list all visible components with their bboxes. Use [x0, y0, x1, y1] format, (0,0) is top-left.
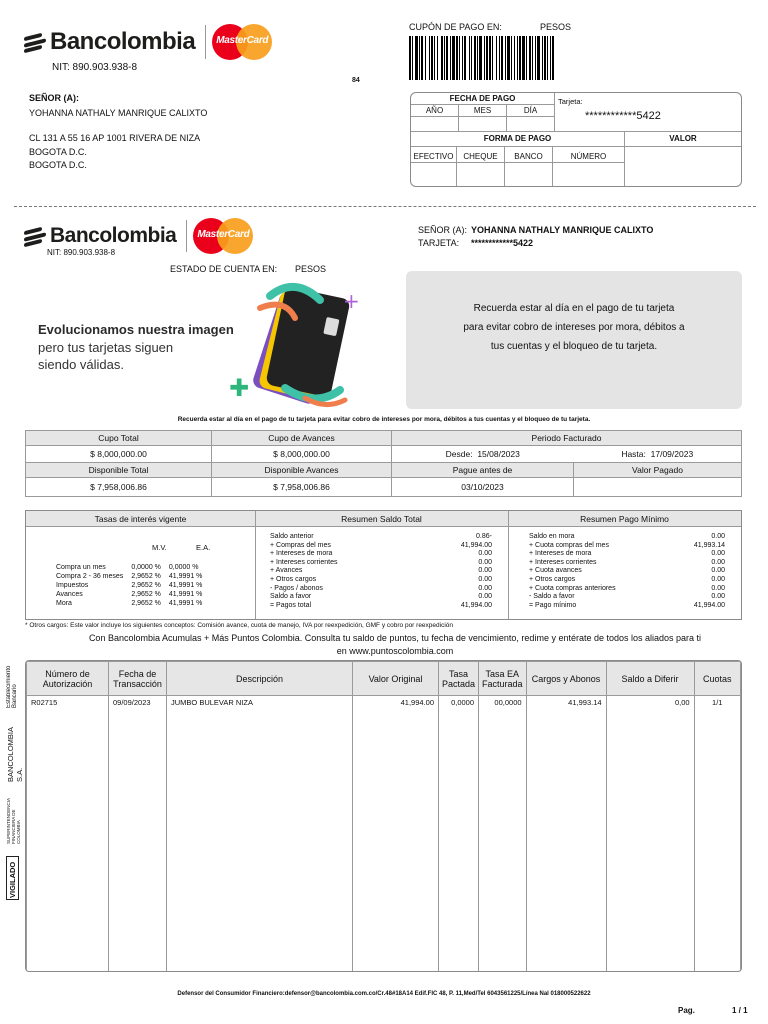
- pago-minimo-label: + Cuota compras del mes: [529, 541, 609, 549]
- banco-label: BANCO: [505, 147, 553, 186]
- disponible-label: Disponible Total: [26, 463, 212, 478]
- transactions-panel: [25, 660, 742, 972]
- tx-header: Cargos y Abonos: [526, 662, 606, 696]
- notice-line-2: para evitar cobro de intereses por mora, débitos a: [463, 322, 685, 333]
- saldo-total-row: [270, 542, 492, 551]
- saldo-total-value: 0.00: [478, 584, 492, 592]
- cupo-total-value: $ 8,000,000.00: [26, 446, 212, 463]
- pago-minimo-label: + Cuota compras anteriores: [529, 584, 616, 592]
- tx-cell: 41,994.00: [353, 696, 439, 710]
- saldo-total-label: + Compras del mes: [270, 541, 331, 549]
- notice-line-3: tus cuentas y el bloqueo de tu tarjeta.: [490, 341, 658, 352]
- saldo-total-value: 0.00: [478, 593, 492, 601]
- side-superfinanciera: SUPERINTENDENCIA FINANCIERA DE COLOMBIA: [6, 798, 21, 844]
- saldo-total-value: 41,994.00: [460, 601, 492, 609]
- tarjeta-label: Tarjeta:: [558, 97, 583, 106]
- valor-pagado-value: [574, 478, 742, 497]
- rate-label: Avances: [56, 591, 83, 598]
- pago-minimo-value: 0.00: [711, 584, 725, 592]
- rate-mv: 0,0000 %: [131, 564, 161, 571]
- rate-ea: 41,9991 %: [168, 600, 203, 607]
- tx-cell: 41,993.14: [526, 696, 606, 710]
- pago-minimo-value: 0.00: [711, 550, 725, 558]
- puntos-line-1: Con Bancolombia Acumulas + Más Puntos Colombia. Consulta tu saldo de puntos, tu fecha de vencimiento, redime y entérate de todos los aliados para ti: [88, 633, 702, 643]
- svg-text:+: +: [343, 289, 360, 313]
- tx-cell: 0,00: [606, 696, 694, 710]
- side-vigilado: VIGILADO: [6, 856, 19, 900]
- tx-row: [27, 696, 741, 710]
- pago-minimo-label: - Saldo a favor: [529, 593, 575, 601]
- col-ea: E.A.: [196, 543, 211, 552]
- cut-line: [14, 206, 756, 207]
- desde-value: 15/08/2023: [477, 449, 520, 459]
- saldo-total-label: + Intereses corrientes: [270, 558, 338, 566]
- tx-filler-row: [27, 710, 741, 972]
- saldo-total-row: [270, 585, 492, 594]
- saldo-total-row: [270, 559, 492, 568]
- rate-ea: 0,0000 %: [168, 564, 199, 571]
- desde-label: Desde:: [445, 449, 473, 459]
- fecha-pago-header: FECHA DE PAGO: [411, 93, 555, 105]
- pago-minimo-value: 41,994.00: [693, 601, 725, 609]
- pago-minimo-value: 0.00: [711, 558, 725, 566]
- pago-minimo-row: [529, 576, 725, 585]
- tx-header: Cuotas: [694, 662, 740, 696]
- tx-header: Descripción: [167, 662, 353, 696]
- notice-small: Recuerda estar al día en el pago de tu tarjeta para evitar cobro de intereses por mora, débitos a tus cuentas y el bloqueo de tu tarjeta.: [177, 416, 591, 423]
- saldo-total-value: 0.86-: [476, 533, 492, 540]
- saldo-total-label: + Avances: [270, 567, 303, 575]
- disp-avances-value: $ 7,958,006.86: [212, 478, 392, 497]
- tx-cell: 0,0000: [439, 696, 479, 710]
- saldo-total-row: [270, 576, 492, 585]
- tx-header: Fecha de Transacción: [109, 662, 167, 696]
- saldo-total-row: [270, 567, 492, 576]
- rate-row: [52, 599, 206, 608]
- rate-mv: 2,9652 %: [131, 573, 161, 580]
- brand-name: Bancolombia: [50, 28, 196, 55]
- transactions-table: [26, 661, 741, 971]
- bancolombia-logo-icon: [24, 33, 46, 51]
- saldo-total-label: Saldo anterior: [270, 533, 314, 540]
- customer-name: YOHANNA NATHALY MANRIQUE CALIXTO: [29, 108, 208, 118]
- rate-row: [52, 581, 206, 590]
- summary-table: [25, 430, 742, 497]
- pago-minimo-row: [529, 559, 725, 568]
- puntos-link[interactable]: en www.puntoscolombia.com: [336, 646, 454, 656]
- anio-input[interactable]: [411, 117, 459, 131]
- address-line-1: CL 131 A 55 16 AP 1001 RIVERA DE NIZA: [29, 133, 201, 143]
- valor-header: VALOR: [625, 131, 741, 147]
- hasta-label: Hasta:: [621, 449, 646, 459]
- saldo-total-title: Resumen Saldo Total: [341, 514, 422, 524]
- statement-card-number: ************5422: [471, 238, 534, 248]
- saldo-total-row: [270, 550, 492, 559]
- rate-mv: 2,9652 %: [131, 591, 161, 598]
- statement-card-label: TARJETA:: [418, 238, 460, 248]
- tx-header: Saldo a Diferir: [606, 662, 694, 696]
- saldo-total-label: Saldo a favor: [270, 593, 312, 601]
- pago-minimo-row: [529, 593, 725, 602]
- pago-minimo-label: + Otros cargos: [529, 575, 576, 583]
- tx-header: Valor Original: [353, 662, 439, 696]
- nit: NIT: 890.903.938-8: [52, 62, 138, 73]
- saldo-total-row: [270, 593, 492, 602]
- saldo-total-value: 41,994.00: [460, 541, 492, 549]
- account-label: ESTADO DE CUENTA EN:: [170, 264, 278, 274]
- tx-header: Número de Autorización: [27, 662, 109, 696]
- tx-cell: JUMBO BULEVAR NIZA: [167, 696, 353, 710]
- saldo-total-label: - Pagos / abonos: [270, 584, 323, 592]
- rate-label: Compra 2 - 36 meses: [56, 573, 124, 580]
- rates-table: [52, 563, 206, 608]
- page-marker: 84: [352, 77, 360, 84]
- pago-minimo-label: + Cuota avances: [529, 567, 582, 575]
- coupon-currency: PESOS: [540, 22, 572, 32]
- pago-minimo-value: 41,993.14: [693, 541, 725, 549]
- rate-row: [52, 572, 206, 581]
- rate-ea: 41,9991 %: [168, 573, 203, 580]
- pago-minimo-value: 0.00: [711, 533, 725, 540]
- rate-row: [52, 590, 206, 599]
- bancolombia-logo: [24, 24, 272, 60]
- saldo-total-row: [270, 533, 492, 542]
- pague-value: 03/10/2023: [392, 478, 574, 497]
- pago-minimo-label: Saldo en mora: [529, 533, 575, 540]
- bancolombia-logo-statement: Bancolombia MasterCard: [24, 218, 251, 254]
- page-label: Pag.: [678, 1006, 695, 1015]
- pago-minimo-label: = Pago mínimo: [529, 601, 577, 609]
- cupo-total-label: Cupo Total: [26, 431, 212, 446]
- payment-form: [410, 92, 742, 187]
- tarjeta-number: ************5422: [585, 110, 661, 122]
- side-entity: BANCOLOMBIA S.A.: [6, 727, 24, 782]
- rate-label: Impuestos: [56, 582, 89, 589]
- saldo-total-value: 0.00: [478, 550, 492, 558]
- tx-cell: 09/09/2023: [109, 696, 167, 710]
- page-value: 1 / 1: [732, 1006, 748, 1015]
- card-illustration: [225, 278, 375, 413]
- pago-minimo-row: [529, 550, 725, 559]
- tx-cell: R02715: [27, 696, 109, 710]
- rate-ea: 41,9991 %: [168, 591, 203, 598]
- disp-avances-label: Disponible Avances: [212, 463, 392, 478]
- statement-customer-name: YOHANNA NATHALY MANRIQUE CALIXTO: [471, 225, 654, 235]
- otros-cargos-note: * Otros cargos: Este valor incluye los siguientes conceptos: Comisión avance, cuota de manejo, IVA por reexpedición, GMF y cobro por reexpedición: [25, 622, 454, 629]
- mes-input[interactable]: [459, 117, 507, 131]
- efectivo-label: EFECTIVO: [411, 147, 457, 186]
- tx-cell: 1/1: [694, 696, 740, 710]
- cupo-avances-label: Cupo de Avances: [212, 431, 392, 446]
- coupon-label: CUPÓN DE PAGO EN:: [409, 22, 502, 32]
- pago-minimo-row: [529, 602, 725, 611]
- hasta-value: 17/09/2023: [650, 449, 694, 459]
- barcode-bar: [552, 36, 554, 80]
- rate-ea: 41,9991 %: [168, 582, 203, 589]
- pago-minimo-row: [529, 567, 725, 576]
- customer-label: SEÑOR (A):: [29, 93, 79, 103]
- address-line-3: BOGOTA D.C.: [29, 160, 87, 170]
- rates-summary-panel: [25, 510, 742, 620]
- nit-statement: NIT: 890.903.938-8: [47, 248, 116, 257]
- numero-label: NÚMERO: [553, 147, 625, 186]
- saldo-total-value: 0.00: [478, 558, 492, 566]
- pago-minimo-value: 0.00: [711, 567, 725, 575]
- pago-minimo-row: [529, 585, 725, 594]
- rate-row: [52, 563, 206, 572]
- dia-label: DÍA: [507, 105, 555, 117]
- pague-label: Pague antes de: [392, 463, 574, 478]
- saldo-total-label: + Intereses de mora: [270, 550, 333, 558]
- tx-header: Tasa Pactada: [439, 662, 479, 696]
- saldo-total-value: 0.00: [478, 575, 492, 583]
- rate-label: Mora: [56, 600, 72, 607]
- disponible-value: $ 7,958,006.86: [26, 478, 212, 497]
- tx-header: Tasa EA Facturada: [479, 662, 527, 696]
- pago-minimo-label: + Intereses corrientes: [529, 558, 597, 566]
- pago-minimo-row: [529, 542, 725, 551]
- side-legend: [6, 660, 24, 910]
- mastercard-logo: MasterCard: [193, 218, 251, 254]
- periodo-label: Periodo Facturado: [392, 431, 742, 446]
- saldo-total-row: [270, 602, 492, 611]
- notice-line-1: Recuerda estar al día en el pago de tu tarjeta: [473, 303, 675, 314]
- col-mv: M.V.: [152, 543, 167, 552]
- pago-minimo-title: Resumen Pago Mínimo: [580, 514, 669, 524]
- bancolombia-logo-icon: [24, 227, 46, 245]
- side-establecimiento: Establecimiento Bancario: [6, 665, 18, 708]
- pago-minimo-list: [529, 533, 725, 610]
- pago-minimo-label: + Intereses de mora: [529, 550, 592, 558]
- mastercard-logo: MasterCard: [212, 24, 272, 60]
- rate-mv: 2,9652 %: [131, 600, 161, 607]
- cupo-avances-value: $ 8,000,000.00: [212, 446, 392, 463]
- saldo-total-list: [270, 533, 492, 610]
- promo-line-1: pero tus tarjetas siguen: [38, 340, 174, 355]
- pago-minimo-value: 0.00: [711, 575, 725, 583]
- rate-label: Compra un mes: [56, 564, 106, 571]
- statement-customer-label: SEÑOR (A):: [418, 225, 468, 235]
- saldo-total-label: + Otros cargos: [270, 575, 317, 583]
- promo-line-2: siendo válidas.: [38, 357, 124, 372]
- saldo-total-label: = Pagos total: [270, 601, 312, 609]
- defensor-footer: Defensor del Consumidor Financiero:defensor@bancolombia.com.co/Cr.48#18A14 Edif.FIC 48, P. 11,Med/Tel 6043561225/Línea Nal 018000522622: [177, 991, 591, 997]
- saldo-total-value: 0.00: [478, 567, 492, 575]
- promo-title: Evolucionamos nuestra imagen: [38, 322, 234, 337]
- dia-input[interactable]: [507, 117, 555, 131]
- cheque-label: CHEQUE: [457, 147, 505, 186]
- rate-mv: 2,9652 %: [131, 582, 161, 589]
- pago-minimo-value: 0.00: [711, 593, 725, 601]
- pago-minimo-row: [529, 533, 725, 542]
- valor-pagado-label: Valor Pagado: [574, 463, 742, 478]
- payment-barcode: [409, 36, 685, 80]
- mes-label: MES: [459, 105, 507, 117]
- tx-cell: 00,0000: [479, 696, 527, 710]
- rates-title: Tasas de interés vigente: [94, 514, 187, 524]
- svg-text:✚: ✚: [229, 374, 250, 402]
- anio-label: AÑO: [411, 105, 459, 117]
- notice-panel: [406, 271, 742, 409]
- address-line-2: BOGOTA D.C.: [29, 147, 87, 157]
- forma-pago-header: FORMA DE PAGO: [411, 131, 625, 147]
- account-currency: PESOS: [295, 264, 327, 274]
